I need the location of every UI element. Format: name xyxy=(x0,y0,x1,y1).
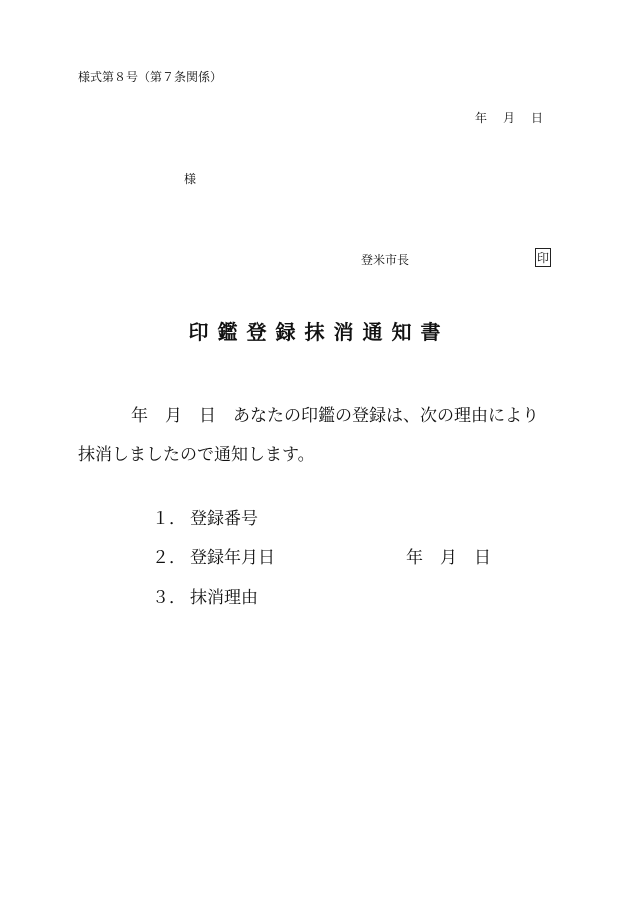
item-label: 登録番号 xyxy=(190,509,258,529)
date-day: 日 xyxy=(531,111,544,125)
item-number: ３． xyxy=(152,588,186,608)
body-text-line2: 抹消しましたので通知します。 xyxy=(78,445,315,465)
addressee-suffix: 様 xyxy=(184,172,197,186)
document-title: 印鑑登録抹消通知書 xyxy=(188,320,450,344)
form-number: 様式第８号（第７条関係） xyxy=(78,70,223,84)
item-registration-date xyxy=(152,543,275,568)
item-label: 登録年月日 xyxy=(190,548,275,568)
item-number: ２． xyxy=(152,548,186,568)
issuer-name: 登米市長 xyxy=(361,253,410,267)
issue-date xyxy=(475,109,543,126)
item-label: 抹消理由 xyxy=(190,588,258,608)
item-registration-date-value: 年 月 日 xyxy=(406,548,491,568)
seal-box: 印 xyxy=(535,248,551,267)
date-month: 月 xyxy=(503,111,516,125)
body-text-line1: 年 月 日 あなたの印鑑の登録は、次の理由により xyxy=(131,406,539,426)
item-cancellation-reason xyxy=(152,583,258,608)
date-year: 年 xyxy=(475,111,488,125)
item-registration-number xyxy=(152,504,258,529)
item-number: １． xyxy=(152,509,186,529)
